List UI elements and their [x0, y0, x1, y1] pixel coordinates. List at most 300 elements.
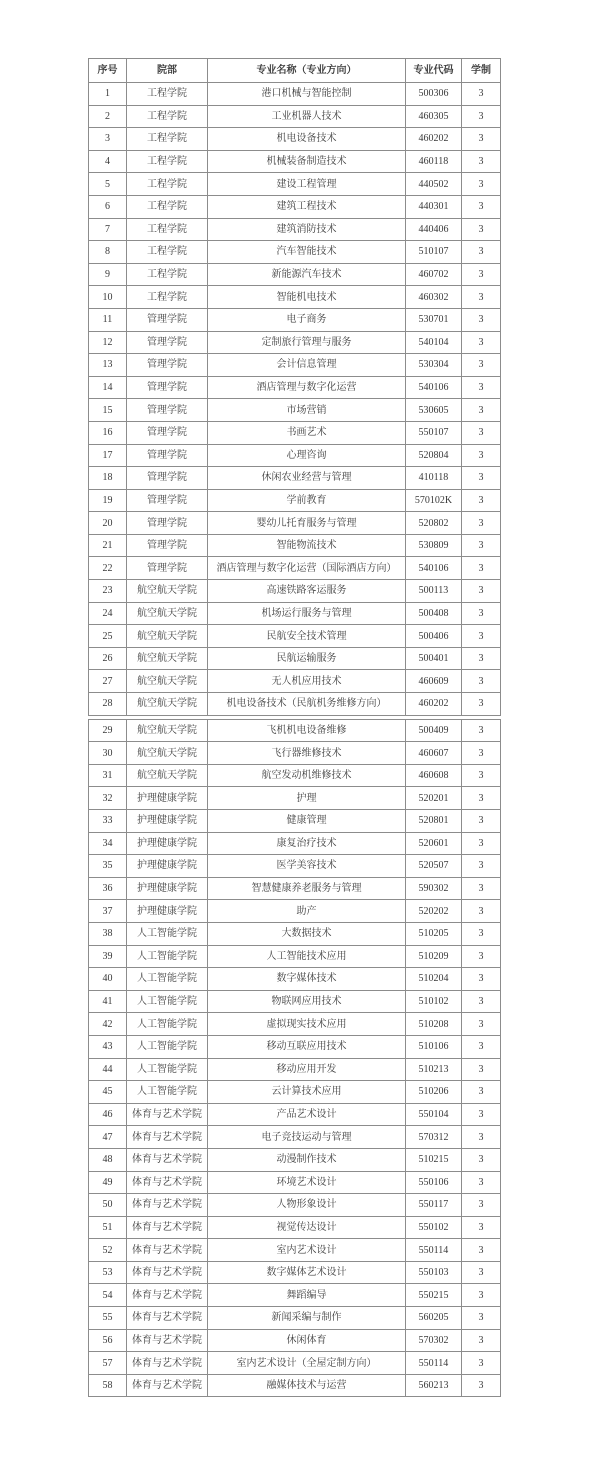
cell-department: 管理学院	[127, 467, 208, 490]
cell-department: 护理健康学院	[127, 877, 208, 900]
cell-number: 37	[89, 900, 127, 923]
cell-major-name: 电子竞技运动与管理	[208, 1126, 406, 1149]
table-row	[89, 945, 501, 968]
cell-department: 航空航天学院	[127, 742, 208, 765]
cell-major-name: 休闲农业经营与管理	[208, 467, 406, 490]
cell-department: 体育与艺术学院	[127, 1329, 208, 1352]
table-row	[89, 990, 501, 1013]
cell-department: 人工智能学院	[127, 922, 208, 945]
table-row	[89, 787, 501, 810]
cell-department: 体育与艺术学院	[127, 1261, 208, 1284]
table-row	[89, 354, 501, 377]
table-row	[89, 286, 501, 309]
table-row	[89, 263, 501, 286]
cell-department: 航空航天学院	[127, 580, 208, 603]
cell-duration: 3	[462, 512, 501, 535]
cell-major-name: 云计算技术应用	[208, 1081, 406, 1104]
cell-department: 管理学院	[127, 354, 208, 377]
cell-major-code: 460702	[406, 263, 462, 286]
table-row	[89, 534, 501, 557]
cell-number: 3	[89, 128, 127, 151]
table-row	[89, 1329, 501, 1352]
cell-department: 护理健康学院	[127, 855, 208, 878]
cell-number: 28	[89, 693, 127, 716]
cell-major-code: 520507	[406, 855, 462, 878]
cell-duration: 3	[462, 1148, 501, 1171]
cell-number: 6	[89, 195, 127, 218]
cell-major-name: 会计信息管理	[208, 354, 406, 377]
cell-number: 51	[89, 1216, 127, 1239]
cell-major-code: 550104	[406, 1103, 462, 1126]
cell-major-name: 航空发动机维修技术	[208, 764, 406, 787]
cell-duration: 3	[462, 286, 501, 309]
cell-major-code: 530304	[406, 354, 462, 377]
cell-duration: 3	[462, 742, 501, 765]
cell-major-code: 570312	[406, 1126, 462, 1149]
cell-number: 8	[89, 241, 127, 264]
cell-duration: 3	[462, 399, 501, 422]
table-row	[89, 832, 501, 855]
cell-department: 管理学院	[127, 444, 208, 467]
cell-number: 10	[89, 286, 127, 309]
cell-duration: 3	[462, 308, 501, 331]
cell-major-name: 移动应用开发	[208, 1058, 406, 1081]
cell-department: 人工智能学院	[127, 1058, 208, 1081]
table-row	[89, 1081, 501, 1104]
cell-department: 航空航天学院	[127, 647, 208, 670]
cell-major-name: 港口机械与智能控制	[208, 83, 406, 106]
cell-major-code: 520801	[406, 810, 462, 833]
table-row	[89, 218, 501, 241]
cell-major-code: 520202	[406, 900, 462, 923]
cell-major-name: 高速铁路客运服务	[208, 580, 406, 603]
table-row	[89, 670, 501, 693]
table-row	[89, 1171, 501, 1194]
cell-department: 体育与艺术学院	[127, 1307, 208, 1330]
cell-number: 5	[89, 173, 127, 196]
table-row	[89, 150, 501, 173]
cell-duration: 3	[462, 855, 501, 878]
cell-major-code: 510205	[406, 922, 462, 945]
cell-major-code: 460202	[406, 693, 462, 716]
cell-number: 33	[89, 810, 127, 833]
cell-major-name: 民航安全技术管理	[208, 625, 406, 648]
cell-major-code: 530701	[406, 308, 462, 331]
table-row	[89, 195, 501, 218]
cell-duration: 3	[462, 1329, 501, 1352]
cell-department: 工程学院	[127, 195, 208, 218]
table-row	[89, 625, 501, 648]
cell-number: 35	[89, 855, 127, 878]
cell-duration: 3	[462, 241, 501, 264]
cell-duration: 3	[462, 1284, 501, 1307]
table-row	[89, 580, 501, 603]
table-row	[89, 742, 501, 765]
cell-duration: 3	[462, 580, 501, 603]
cell-duration: 3	[462, 1103, 501, 1126]
cell-department: 护理健康学院	[127, 810, 208, 833]
cell-department: 体育与艺术学院	[127, 1126, 208, 1149]
cell-duration: 3	[462, 1035, 501, 1058]
cell-major-code: 440406	[406, 218, 462, 241]
cell-major-name: 心理咨询	[208, 444, 406, 467]
cell-department: 体育与艺术学院	[127, 1284, 208, 1307]
cell-department: 体育与艺术学院	[127, 1374, 208, 1397]
cell-number: 34	[89, 832, 127, 855]
cell-duration: 3	[462, 877, 501, 900]
table-row	[89, 557, 501, 580]
cell-major-name: 学前教育	[208, 489, 406, 512]
cell-department: 管理学院	[127, 421, 208, 444]
table-body-1	[89, 83, 501, 716]
cell-major-code: 540106	[406, 557, 462, 580]
cell-number: 30	[89, 742, 127, 765]
cell-department: 人工智能学院	[127, 1035, 208, 1058]
cell-major-name: 助产	[208, 900, 406, 923]
cell-number: 2	[89, 105, 127, 128]
cell-department: 体育与艺术学院	[127, 1194, 208, 1217]
cell-department: 航空航天学院	[127, 693, 208, 716]
cell-major-name: 机电设备技术	[208, 128, 406, 151]
cell-duration: 3	[462, 832, 501, 855]
cell-major-code: 550102	[406, 1216, 462, 1239]
cell-number: 16	[89, 421, 127, 444]
cell-duration: 3	[462, 150, 501, 173]
cell-duration: 3	[462, 354, 501, 377]
cell-number: 29	[89, 719, 127, 742]
cell-department: 管理学院	[127, 399, 208, 422]
table-row	[89, 855, 501, 878]
table-row	[89, 810, 501, 833]
cell-major-code: 460609	[406, 670, 462, 693]
cell-major-code: 550103	[406, 1261, 462, 1284]
cell-number: 36	[89, 877, 127, 900]
cell-number: 49	[89, 1171, 127, 1194]
cell-number: 31	[89, 764, 127, 787]
cell-major-name: 新能源汽车技术	[208, 263, 406, 286]
cell-major-name: 智能机电技术	[208, 286, 406, 309]
table-row	[89, 1307, 501, 1330]
cell-department: 体育与艺术学院	[127, 1239, 208, 1262]
cell-number: 4	[89, 150, 127, 173]
cell-department: 航空航天学院	[127, 764, 208, 787]
cell-major-name: 移动互联应用技术	[208, 1035, 406, 1058]
cell-major-name: 酒店管理与数字化运营（国际酒店方向）	[208, 557, 406, 580]
cell-major-code: 570302	[406, 1329, 462, 1352]
cell-number: 13	[89, 354, 127, 377]
cell-number: 24	[89, 602, 127, 625]
cell-department: 人工智能学院	[127, 990, 208, 1013]
cell-number: 1	[89, 83, 127, 106]
cell-major-name: 建筑工程技术	[208, 195, 406, 218]
cell-duration: 3	[462, 128, 501, 151]
cell-major-code: 510208	[406, 1013, 462, 1036]
cell-number: 54	[89, 1284, 127, 1307]
cell-duration: 3	[462, 83, 501, 106]
cell-duration: 3	[462, 421, 501, 444]
cell-duration: 3	[462, 1261, 501, 1284]
cell-major-code: 460202	[406, 128, 462, 151]
cell-number: 27	[89, 670, 127, 693]
cell-duration: 3	[462, 922, 501, 945]
cell-department: 航空航天学院	[127, 670, 208, 693]
cell-department: 护理健康学院	[127, 900, 208, 923]
table-row	[89, 1374, 501, 1397]
cell-number: 18	[89, 467, 127, 490]
cell-number: 46	[89, 1103, 127, 1126]
cell-major-name: 电子商务	[208, 308, 406, 331]
cell-duration: 3	[462, 1013, 501, 1036]
cell-number: 7	[89, 218, 127, 241]
cell-duration: 3	[462, 764, 501, 787]
cell-major-name: 建筑消防技术	[208, 218, 406, 241]
cell-major-name: 机场运行服务与管理	[208, 602, 406, 625]
cell-major-code: 590302	[406, 877, 462, 900]
table-row	[89, 1035, 501, 1058]
cell-duration: 3	[462, 787, 501, 810]
cell-duration: 3	[462, 1352, 501, 1375]
cell-duration: 3	[462, 1081, 501, 1104]
cell-number: 17	[89, 444, 127, 467]
table-row	[89, 173, 501, 196]
cell-major-code: 460305	[406, 105, 462, 128]
cell-number: 47	[89, 1126, 127, 1149]
cell-number: 25	[89, 625, 127, 648]
cell-number: 50	[89, 1194, 127, 1217]
cell-major-code: 510204	[406, 968, 462, 991]
cell-major-code: 510106	[406, 1035, 462, 1058]
table-row	[89, 1194, 501, 1217]
cell-major-name: 数字媒体艺术设计	[208, 1261, 406, 1284]
cell-department: 工程学院	[127, 83, 208, 106]
cell-major-code: 510209	[406, 945, 462, 968]
cell-major-name: 舞蹈编导	[208, 1284, 406, 1307]
cell-duration: 3	[462, 1307, 501, 1330]
cell-number: 9	[89, 263, 127, 286]
header-row	[89, 59, 501, 83]
table-row	[89, 1261, 501, 1284]
cell-department: 管理学院	[127, 331, 208, 354]
cell-department: 体育与艺术学院	[127, 1103, 208, 1126]
table-row	[89, 105, 501, 128]
cell-department: 航空航天学院	[127, 719, 208, 742]
table-row	[89, 241, 501, 264]
table-row	[89, 1148, 501, 1171]
table-row	[89, 308, 501, 331]
cell-department: 人工智能学院	[127, 1081, 208, 1104]
cell-major-name: 智能物流技术	[208, 534, 406, 557]
cell-number: 38	[89, 922, 127, 945]
cell-department: 工程学院	[127, 263, 208, 286]
cell-major-code: 550114	[406, 1352, 462, 1375]
cell-number: 42	[89, 1013, 127, 1036]
cell-major-code: 550114	[406, 1239, 462, 1262]
cell-number: 57	[89, 1352, 127, 1375]
cell-major-name: 机械装备制造技术	[208, 150, 406, 173]
cell-number: 56	[89, 1329, 127, 1352]
cell-major-name: 大数据技术	[208, 922, 406, 945]
cell-major-name: 书画艺术	[208, 421, 406, 444]
cell-duration: 3	[462, 218, 501, 241]
cell-major-name: 无人机应用技术	[208, 670, 406, 693]
table-row	[89, 693, 501, 716]
cell-department: 工程学院	[127, 241, 208, 264]
cell-major-code: 440301	[406, 195, 462, 218]
cell-duration: 3	[462, 489, 501, 512]
cell-major-name: 人工智能技术应用	[208, 945, 406, 968]
cell-major-code: 560205	[406, 1307, 462, 1330]
cell-major-code: 550107	[406, 421, 462, 444]
cell-duration: 3	[462, 670, 501, 693]
cell-major-name: 环境艺术设计	[208, 1171, 406, 1194]
cell-major-code: 500306	[406, 83, 462, 106]
cell-department: 人工智能学院	[127, 1013, 208, 1036]
cell-number: 11	[89, 308, 127, 331]
table-row	[89, 1013, 501, 1036]
cell-major-code: 550117	[406, 1194, 462, 1217]
cell-number: 22	[89, 557, 127, 580]
cell-major-code: 510206	[406, 1081, 462, 1104]
table-row	[89, 1126, 501, 1149]
cell-major-name: 数字媒体技术	[208, 968, 406, 991]
table-row	[89, 399, 501, 422]
cell-duration: 3	[462, 1126, 501, 1149]
table-row	[89, 877, 501, 900]
table-row	[89, 1239, 501, 1262]
cell-major-name: 汽车智能技术	[208, 241, 406, 264]
cell-number: 40	[89, 968, 127, 991]
cell-major-name: 新闻采编与制作	[208, 1307, 406, 1330]
cell-major-code: 440502	[406, 173, 462, 196]
cell-duration: 3	[462, 331, 501, 354]
table-row	[89, 331, 501, 354]
cell-major-name: 市场营销	[208, 399, 406, 422]
cell-department: 管理学院	[127, 376, 208, 399]
cell-number: 48	[89, 1148, 127, 1171]
cell-number: 26	[89, 647, 127, 670]
cell-department: 管理学院	[127, 557, 208, 580]
cell-number: 32	[89, 787, 127, 810]
cell-major-code: 520201	[406, 787, 462, 810]
table-row	[89, 421, 501, 444]
column-header-major-code: 专业代码	[406, 59, 462, 83]
cell-major-code: 460607	[406, 742, 462, 765]
cell-duration: 3	[462, 810, 501, 833]
table-row	[89, 1284, 501, 1307]
majors-table	[88, 58, 500, 1397]
cell-major-code: 510107	[406, 241, 462, 264]
cell-major-name: 建设工程管理	[208, 173, 406, 196]
table-row	[89, 489, 501, 512]
cell-duration: 3	[462, 195, 501, 218]
cell-major-code: 500401	[406, 647, 462, 670]
cell-number: 20	[89, 512, 127, 535]
cell-major-code: 520802	[406, 512, 462, 535]
cell-major-name: 室内艺术设计	[208, 1239, 406, 1262]
cell-duration: 3	[462, 173, 501, 196]
table-row	[89, 83, 501, 106]
cell-department: 管理学院	[127, 308, 208, 331]
table-row	[89, 1058, 501, 1081]
table-row	[89, 647, 501, 670]
cell-major-name: 物联网应用技术	[208, 990, 406, 1013]
cell-duration: 3	[462, 105, 501, 128]
cell-major-name: 定制旅行管理与服务	[208, 331, 406, 354]
column-header-duration: 学制	[462, 59, 501, 83]
cell-department: 人工智能学院	[127, 945, 208, 968]
cell-major-code: 530809	[406, 534, 462, 557]
cell-number: 55	[89, 1307, 127, 1330]
cell-major-code: 510102	[406, 990, 462, 1013]
table-row	[89, 900, 501, 923]
table-row	[89, 1103, 501, 1126]
cell-duration: 3	[462, 602, 501, 625]
cell-department: 管理学院	[127, 489, 208, 512]
cell-duration: 3	[462, 693, 501, 716]
cell-major-code: 550215	[406, 1284, 462, 1307]
cell-duration: 3	[462, 1171, 501, 1194]
cell-department: 工程学院	[127, 173, 208, 196]
cell-major-code: 460118	[406, 150, 462, 173]
cell-number: 39	[89, 945, 127, 968]
cell-number: 23	[89, 580, 127, 603]
cell-department: 体育与艺术学院	[127, 1148, 208, 1171]
cell-department: 工程学院	[127, 286, 208, 309]
cell-major-name: 人物形象设计	[208, 1194, 406, 1217]
cell-number: 58	[89, 1374, 127, 1397]
cell-number: 44	[89, 1058, 127, 1081]
column-header-major-name: 专业名称（专业方向）	[208, 59, 406, 83]
cell-department: 航空航天学院	[127, 625, 208, 648]
cell-major-name: 动漫制作技术	[208, 1148, 406, 1171]
cell-major-code: 500406	[406, 625, 462, 648]
cell-number: 45	[89, 1081, 127, 1104]
cell-major-name: 室内艺术设计（全屋定制方向）	[208, 1352, 406, 1375]
cell-department: 护理健康学院	[127, 787, 208, 810]
cell-number: 14	[89, 376, 127, 399]
cell-major-name: 健康管理	[208, 810, 406, 833]
cell-duration: 3	[462, 625, 501, 648]
cell-duration: 3	[462, 900, 501, 923]
majors-table-block-2	[88, 719, 501, 1398]
cell-department: 人工智能学院	[127, 968, 208, 991]
cell-major-code: 570102K	[406, 489, 462, 512]
cell-major-code: 500408	[406, 602, 462, 625]
cell-major-name: 产品艺术设计	[208, 1103, 406, 1126]
cell-duration: 3	[462, 968, 501, 991]
table-row	[89, 512, 501, 535]
cell-duration: 3	[462, 557, 501, 580]
cell-number: 19	[89, 489, 127, 512]
table-row	[89, 1352, 501, 1375]
cell-department: 工程学院	[127, 150, 208, 173]
cell-duration: 3	[462, 263, 501, 286]
table-row	[89, 376, 501, 399]
cell-major-name: 婴幼儿托育服务与管理	[208, 512, 406, 535]
cell-major-code: 550106	[406, 1171, 462, 1194]
cell-major-code: 560213	[406, 1374, 462, 1397]
column-header-department: 院部	[127, 59, 208, 83]
cell-major-code: 510215	[406, 1148, 462, 1171]
cell-major-code: 460608	[406, 764, 462, 787]
cell-department: 航空航天学院	[127, 602, 208, 625]
cell-major-name: 酒店管理与数字化运营	[208, 376, 406, 399]
cell-department: 体育与艺术学院	[127, 1171, 208, 1194]
cell-major-code: 500113	[406, 580, 462, 603]
column-header-number: 序号	[89, 59, 127, 83]
cell-number: 21	[89, 534, 127, 557]
cell-department: 体育与艺术学院	[127, 1216, 208, 1239]
